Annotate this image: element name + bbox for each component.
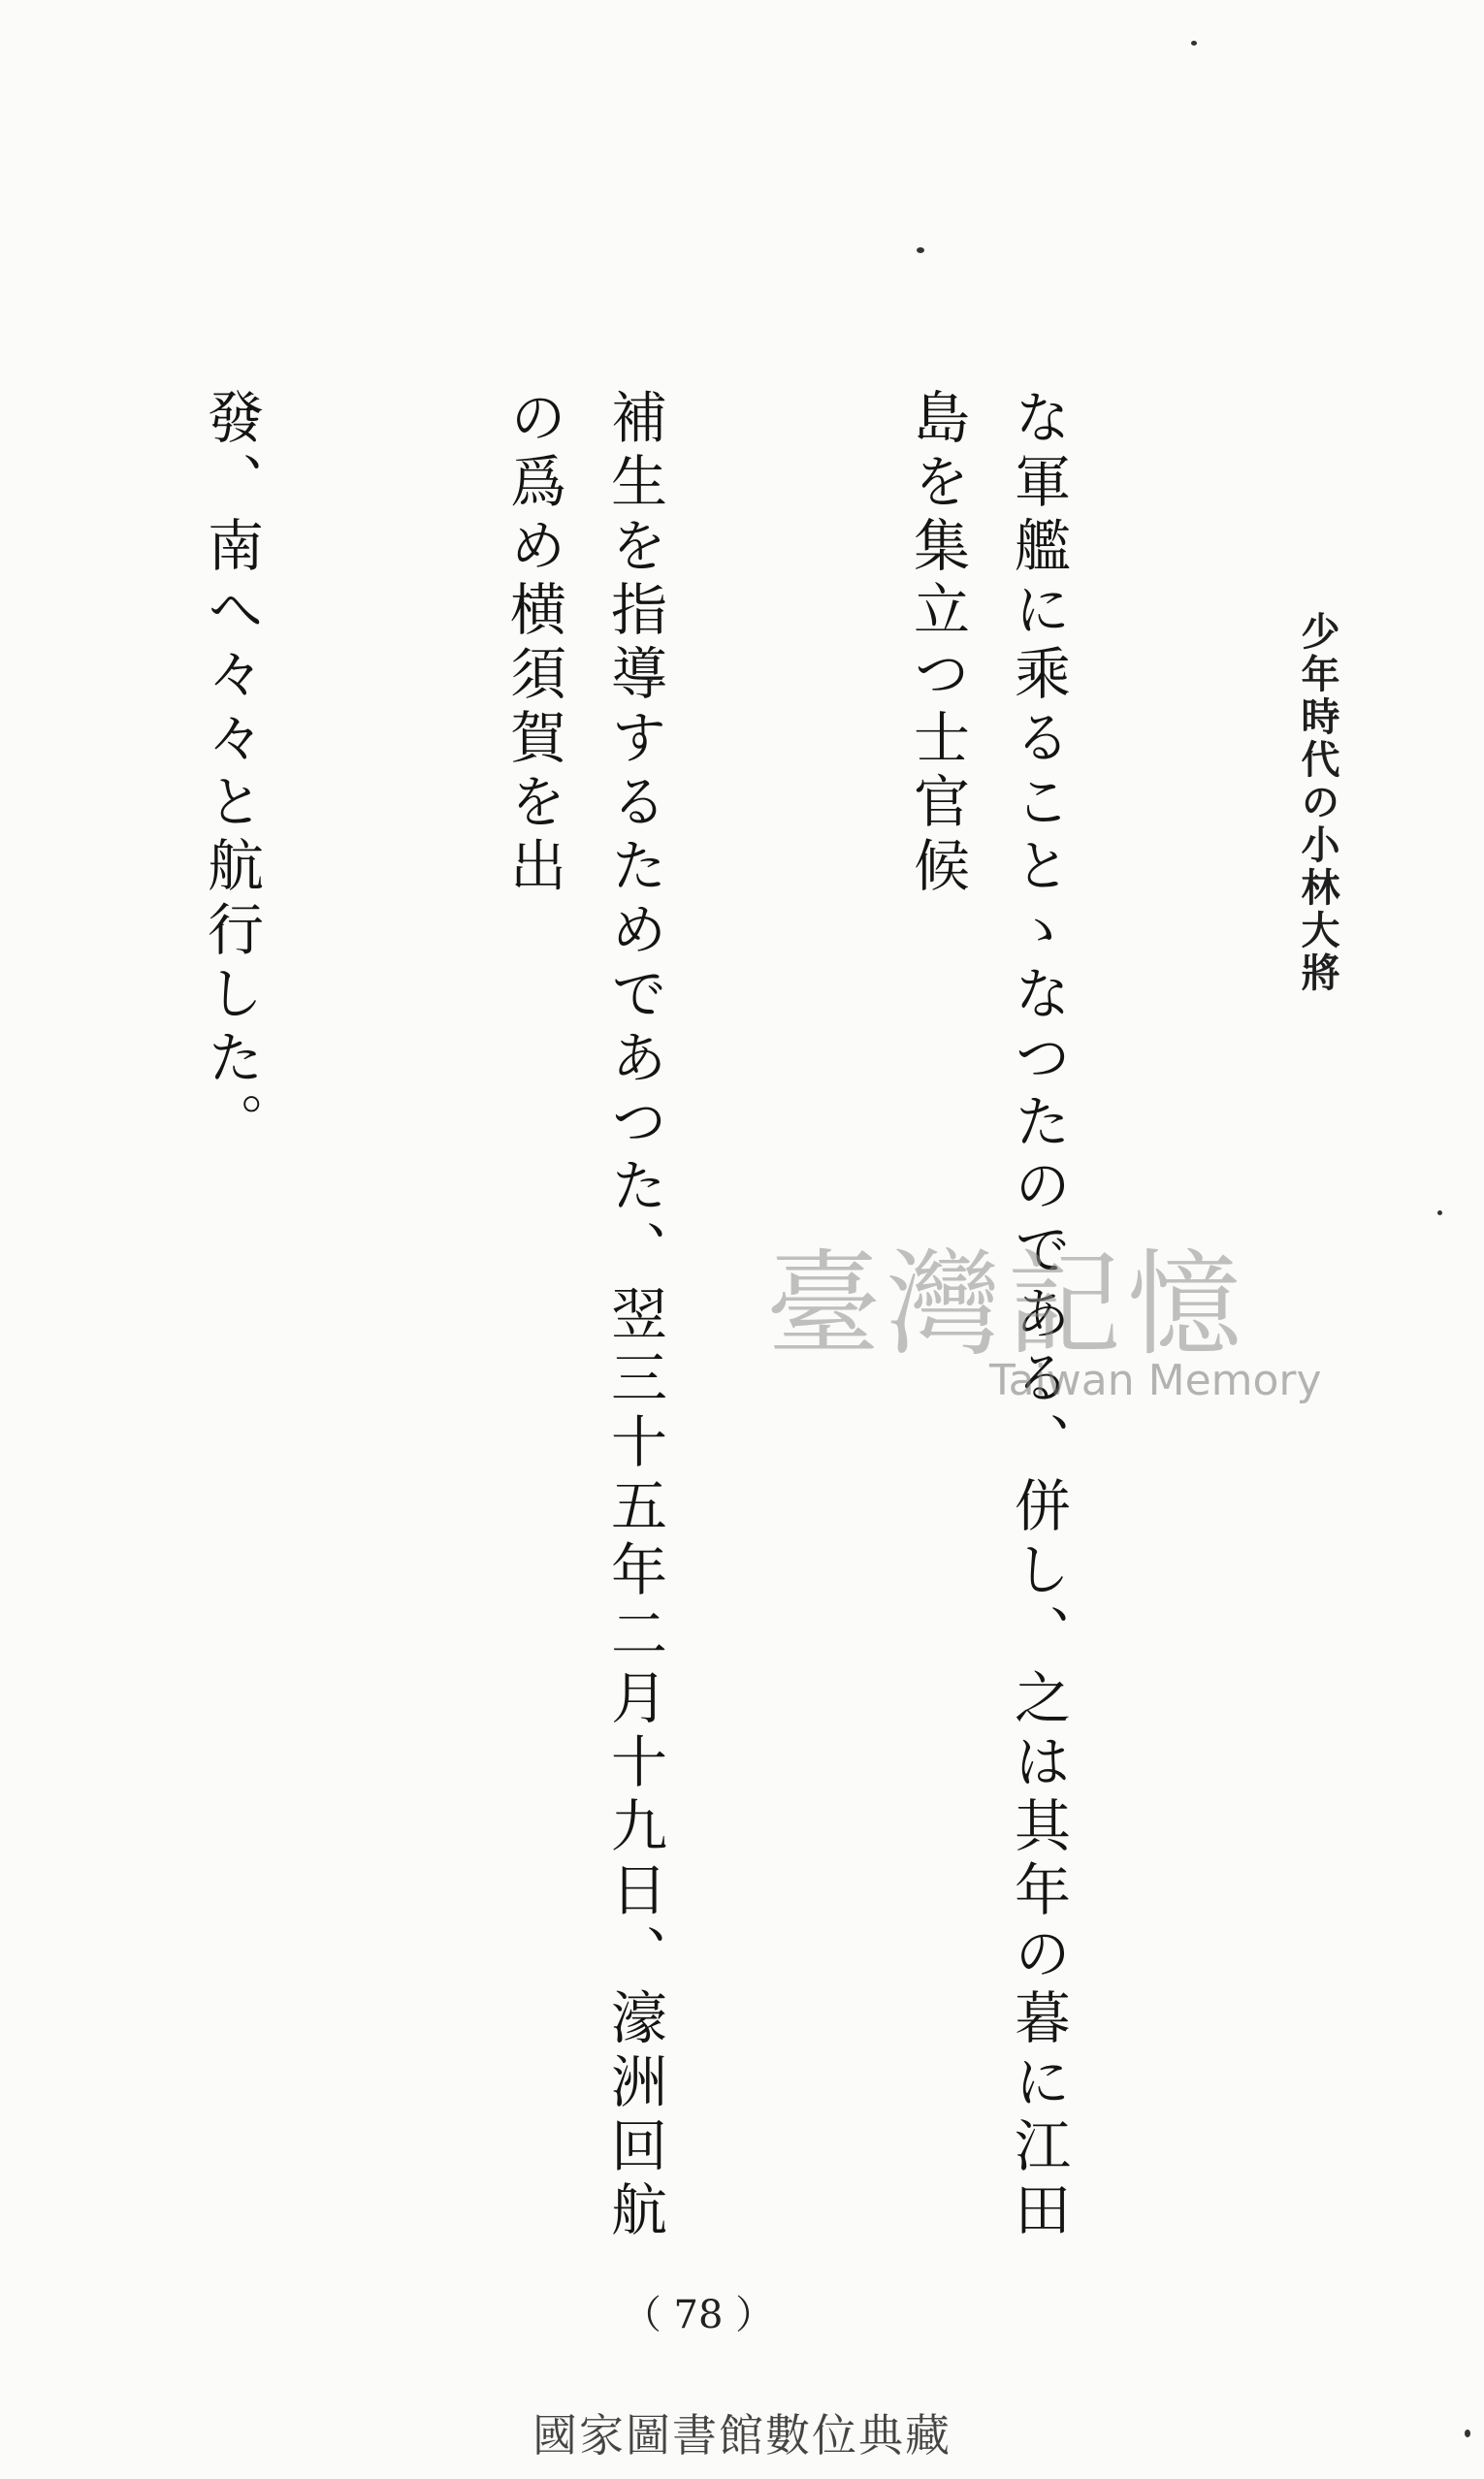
watermark-cjk: 臺灣記憶: [766, 1238, 1248, 1371]
print-speck: [1437, 1210, 1442, 1215]
archive-footer: 國家圖書館數位典藏: [532, 2409, 952, 2462]
page-number: （ 78 ）: [622, 2293, 775, 2337]
print-speck: [917, 247, 924, 253]
watermark-en: Taiwan Memory: [989, 1356, 1322, 1405]
print-speck: [1191, 41, 1197, 46]
running-head: 少年時代の小林大將: [1295, 611, 1340, 995]
text-line: な軍艦に乘ることゝなつたのである、併し、之は其年の暮に江田島を集立つ士官候: [904, 388, 1071, 2244]
text-line: 發、南へ々々と航行した。: [198, 388, 264, 1156]
body-text: [198, 388, 1290, 2289]
print-speck: [1465, 2430, 1470, 2437]
text-line: 補生を指導するためであつた、翌三十五年二月十九日、濠洲回航の爲め横須賀を出: [500, 388, 667, 2244]
